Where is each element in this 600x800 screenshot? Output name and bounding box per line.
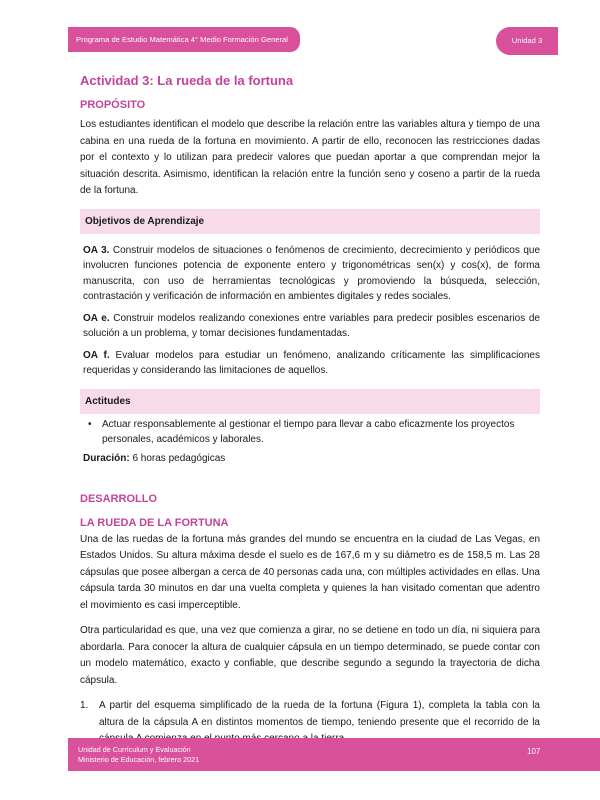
list-item: [83, 417, 540, 448]
page-footer: [68, 738, 600, 771]
purpose-heading: PROPÓSITO: [80, 99, 146, 111]
step-number: 1.: [80, 700, 89, 711]
page-number: 107: [527, 747, 541, 756]
paragraph: Una de las ruedas de la fortuna más grandes del mundo se encuentra en la ciudad de Las Vegas, en Estados Unidos. Su altura máxima desde el suelo es de 167,6 m y su diámetro es de 158,5 m. Las 28 cápsulas que posee albergan a cerca de 40 personas cada una, con múltiples actividades en ellas. Una cápsula tarda 30 minutos en dar una vuelta completa y quienes la han visitado comentan que adentro el movimiento es casi imperceptible.: [80, 533, 540, 611]
activity-title: Actividad 3: La rueda de la fortuna: [80, 73, 294, 88]
objective-code: OA e.: [83, 312, 110, 324]
objectives-list: [80, 243, 540, 379]
objective-item: [80, 348, 540, 379]
attitudes-list: [80, 417, 540, 448]
program-header: [68, 27, 300, 52]
step-text: A partir del esquema simplificado de la rueda de la fortuna (Figura 1), completa la tabla con la altura de la cápsula A en distintos momentos de tiempo, teniendo presente que el recorrido de la: [99, 700, 540, 728]
footer-line-2: Ministerio de Educación, febrero 2021: [78, 755, 200, 764]
attitudes-heading: Actitudes: [80, 389, 540, 414]
purpose-text: Los estudiantes identifican el modelo que describe la relación entre las variables altura y tiempo de una cabina en una rueda de la fortuna en movimiento. A partir de ello, reconocen las restricciones dadas por el contexto y lo utilizan para predecir valores que puedan aportar a que comprendan mejor la situación descrita. Asimismo, identifican la relación entre la función seno y coseno a partir de la rueda de la fortuna.: [80, 119, 540, 196]
objective-code: OA f.: [83, 349, 110, 361]
objective-code: OA 3.: [83, 244, 110, 256]
objective-text: Evaluar modelos para estudiar un fenómeno, analizando críticamente las simplificaciones requeridas y considerando las limitaciones de aquellos.: [83, 349, 540, 376]
paragraph: Otra particularidad es que, una vez que comienza a girar, no se detiene en todo un día, ni siquiera para abordarla. Para conocer la altura de cualquier cápsula en un tiempo determinado, se puede contar con un modelo matemático, exacto y confiable, que describe segundo a segundo la trayectoria de dicha cápsula.: [80, 625, 540, 686]
unit-label: Unidad 3: [511, 36, 543, 45]
duration: [80, 453, 540, 464]
objective-text: Construir modelos realizando conexiones entre variables para predecir posibles escenarios de solución a un problema, y tomar decisiones fundamentadas.: [83, 312, 540, 339]
objectives-heading: Objetivos de Aprendizaje: [80, 209, 540, 234]
objective-item: [80, 311, 540, 342]
attitude-text: Actuar responsablemente al gestionar el tiempo para llevar a cabo eficazmente los proyectos personales, académicos y laborales.: [102, 418, 515, 445]
ferris-wheel-heading: LA RUEDA DE LA FORTUNA: [80, 516, 229, 529]
objective-text: Construir modelos de situaciones o fenómenos de crecimiento, decrecimiento y periódicos que involucren funciones potencia de exponente entero y trigonométricas sen(x) y cos(x), de forma manuscrita, con uso de herramientas tecnológicas y promoviendo la búsqueda, selección, contrastación y verificación de información en ambientes digitales y redes sociales.: [83, 244, 540, 302]
bullet-icon: •: [88, 418, 92, 430]
objective-item: [80, 243, 540, 305]
footer-line-1: Unidad de Currículum y Evaluación: [78, 745, 191, 754]
unit-badge: [496, 27, 558, 55]
page-content: [80, 73, 540, 748]
duration-label: Duración:: [83, 452, 130, 464]
development-heading: DESARROLLO: [80, 492, 157, 505]
program-title: Programa de Estudio Matemática 4° Medio Formación General: [76, 35, 288, 44]
duration-value: 6 horas pedagógicas: [129, 452, 226, 464]
